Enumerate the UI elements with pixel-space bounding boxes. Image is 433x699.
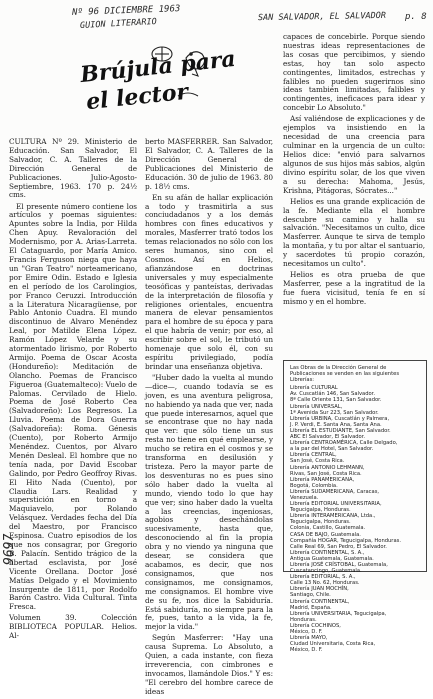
review-helios-paragraph-1: En su afán de hallar explicación a todo y trasmitirla a sus conciudadanos y a los demás hombres con fines educativos y morales, Masferrer trató todos los temas relacionados no sólo con los seres humanos, sino con el Cosmos. Así en Helios, afianzándose en doctrinas universales y muy especialmente teosóficas y panteístas, derivadas de la interpretación de filosofía y religiones orientales, encuentra manera de elevar pensamientos para el hombre de su época y para el que habría de venir; por eso, al escribir sobre el sol, le tributó un homenaje que solo él, con su espíritu privilegiado, podía brindar una enseñanza objetiva. bbox=[145, 192, 273, 371]
bookstore-list-item: 8ª Calle Oriente 131, San Salvador. bbox=[290, 397, 382, 404]
bookstore-list-item: Librería EDITORIAL, S. A., bbox=[290, 574, 356, 581]
bookstore-list-item: Ciudad Universitaria, Costa Rica, bbox=[290, 641, 376, 648]
review-helios-paragraph-3: capaces de concebirle. Porque siendo nuestras ideas representaciones de las cosas que percibimos, y siendo estas, hoy tan solo aspecto contingentes, limitados, estrechas y falibles no pueden sugerirnos sino ideas también limitadas, falibles y contingentes, ineficaces para idear y concebir Lo Absoluto." bbox=[283, 32, 425, 113]
review-helios-citation-start: Volumen 39. Colección BIBLIOTECA POPULAR. Helios. Al- bbox=[9, 613, 137, 641]
bookstore-list-item: Cuscatancingo, Guatemala. bbox=[290, 568, 362, 575]
bookstore-list-item: Librería EDITORIAL UNIVERSITARIA, bbox=[290, 501, 382, 508]
bookstore-list-item: Colonia, Castillo, Guatemala. bbox=[290, 525, 366, 532]
bookstore-list-item: CASA DE BAJO, Guatemala. bbox=[290, 531, 361, 538]
bookstores-items bbox=[290, 385, 422, 653]
bookstore-list-item: Venezuela. bbox=[290, 494, 319, 501]
bookstore-list-item: Santiago, Chile. bbox=[290, 592, 331, 599]
bookstore-list-item: Madrid, España. bbox=[290, 604, 332, 611]
bookstore-list-item: Librería JUAN MOCHÍN, bbox=[290, 586, 349, 593]
column-title-block bbox=[70, 36, 237, 124]
bookstore-list-item: Librería CENTRAL, bbox=[290, 452, 337, 459]
handwritten-page-note: p. 8 bbox=[405, 12, 427, 22]
bookstore-list-item: Calle Real 69, San Pedro, El Salvador. bbox=[290, 543, 387, 550]
bookstore-list-item: Antigua Guatemala, Guatemala. bbox=[290, 555, 374, 562]
review-helios-quote: "Huber dado la vuelta al mundo —dice—, cuando todavía se es joven, es una aventura peligrosa, no habiendo ya nada que ver, nada que puede interesarnos, aquel que se encontrase que no hay nada que ver: que sólo tiene un sus resta no tiene en qué emplearse, y mucho se retira en el cosmos y se transforma en desilusión y tristeza. Pero la mayor parte de los desventuras no es pues sino sólo haber dado la vuelta al mundo, viendo todo lo que hay que ver; sino haber dado la vuelta a las creencias, ingeniosas, agobios y desechándolas sucesivamente, hasta que, desconociendo al fin la propia obra y no viendo ya ninguna que desear, se considera que acabamos, es decir, que nos consignamos, que nos consignamos, me consignamos, me consignamos. El hombre vive de su fe, nos dice la Sabiduría. Está sabiduría, no siempre para la fe, pues, tanto a la vida, la fe, mejor la vida." bbox=[145, 372, 273, 632]
bookstore-list-item: Librería PANAMERICANA, bbox=[290, 476, 355, 483]
bookstore-list-item: Compañía HOGAR, Tegucigalpa, Honduras. bbox=[290, 537, 401, 544]
bookstore-list-item: Librería COCHINOS, bbox=[290, 622, 341, 629]
bookstore-list-item: Av. Cuscatlán 146, San Salvador. bbox=[290, 391, 375, 398]
bookstore-list-item: Librería ANTONIO LEHMANN, bbox=[290, 464, 365, 471]
bookstore-list-item: ABC El Salvador, El Salvador. bbox=[290, 434, 366, 441]
handwritten-issue-note: Nº 96 DICIEMBRE 1963 bbox=[71, 4, 181, 18]
bookstores-list bbox=[290, 365, 422, 653]
column-middle bbox=[145, 138, 273, 699]
handwritten-city-note: SAN SALVADOR, EL SALVADOR bbox=[257, 10, 387, 24]
bookstore-list-item: Honduras. bbox=[290, 616, 317, 623]
handwritten-margin-number: 9697 bbox=[2, 533, 17, 565]
column-title-line2: el lector bbox=[84, 78, 190, 116]
bookstores-heading: Las Obras de la Dirección General de Publicaciones se venden en las siguientes Librerías: bbox=[290, 365, 400, 384]
bookstore-list-item: Librería UNIVERSAL, bbox=[290, 403, 343, 410]
bookstore-list-item: Librería CONTINENTAL, bbox=[290, 598, 350, 605]
bookstore-list-item: San José, Costa Rica. bbox=[290, 458, 345, 465]
column-title-line1: Brújula para bbox=[79, 45, 237, 89]
bookstore-list-item: Rivas, San José, Costa Rica. bbox=[290, 470, 362, 477]
review-helios-paragraph-6: Helios es otra prueba de que Masferrer, pese a la ingratitud de la fue fuera vicisitud, tenía fe en sí mismo y en el hombre. bbox=[283, 270, 425, 306]
bookstores-box bbox=[283, 360, 427, 654]
bookstore-list-item: Librería UNIVERSITARIA, Tegucigalpa, bbox=[290, 610, 387, 617]
bookstore-list-item: Librería CONTINENTAL, S. A., bbox=[290, 549, 365, 556]
bookstore-list-item: Librería INTERAMERICANA, Ltda., bbox=[290, 513, 376, 520]
review-cultura-citation: CULTURA Nº 29. Ministerio de Educación. San Salvador, El Salvador, C. A. Talleres de la Dirección General de Publicaciones. Julio-Agosto-Septiembre, 1963. 170 p. 24½ cms. bbox=[9, 137, 137, 200]
bookstore-list-item: Bogotá, Colombia. bbox=[290, 482, 338, 489]
bookstore-list-item: Librería CENTROAMÉRICA, Calle Delgado, bbox=[290, 440, 398, 447]
bookstore-list-item: Librería CULTURAL bbox=[290, 385, 338, 392]
bookstore-list-item: Tegucigalpa, Honduras. bbox=[290, 507, 351, 514]
review-cultura-body: El presente número contiene los artículos y poemas siguientes: Apuntes sobre la India, por Hilda Chen Apuy. Revaloración del Modernismo, por A. Arias-Larreta. El Cataguardo, por María Amico. Francis Ferguson niega que haya un "Gran Teatro" norteamericano, por Emire Odin. Estado e Iglesia en el período de los Carolingios, por Franco Ceruzzi. Introducción a la Literatura Nicaragüense, por Pablo Antonio Cuadra. El mundo discontinuo de Alvaro Menéndez Leal, por Matilde Elena López. Ramón López Velarde y su atormentado lirismo, por Roberto Armijo. Poema de Oscar Acosta (Hondureño): Meditación de Olancho. Poemas de Francisco Figueroa (Guatemalteco): Vuelo de Palomas. Cervilado de Hielo. Poema de José Roberto Cea (Salvadoreño): Los Regresos. La Lluvia. Poema de Dora Guerra (Salvadoreña): Roma. Génesis (Cuento), por Roberto Armijo Menéndez. Cuentos, por Alvaro Menén Desleal. El hombre que no tenía nada, por David Escobar Galindo, por Pedro Geoffroy Rivas. El Hito Nada (Cuento), por Claudia Lars. Realidad y superstición en torno a Maquiavelo, por Rolando Velásquez. Verdades fecha del Día del Maestro, por Francisco Espinosa. Cuatro episodios de los que nos consagrar, por Gregorio B. Palacín. Sentido trágico de la libertad esclavista, por José Vicente Orellana. Doctor José Matías Delgado y el Movimiento Insurgente de 1811, por Rodolfo Barón Castro. Vida Cultural. Tinta Fresca. bbox=[9, 201, 137, 612]
column-left bbox=[9, 138, 137, 643]
bookstore-list-item: a la par del Hotel, San Salvador. bbox=[290, 446, 374, 453]
bookstore-list-item: Calle 13 No. 62, Honduras. bbox=[290, 580, 360, 587]
bookstore-list-item: Librería EL ESTUDIANTE, San Salvador. bbox=[290, 427, 391, 434]
bookstore-list-item: Librería URBINA, Cuscatlán y Palmera, bbox=[290, 415, 390, 422]
bookstore-list-item: México, D. F. bbox=[290, 629, 323, 636]
bookstore-list-item: Tegucigalpa, Honduras. bbox=[290, 519, 351, 526]
bookstore-list-item: J. P. Verdi, E. Santa Ana, Santa Ana. bbox=[290, 421, 382, 428]
review-helios-paragraph-5: Helios es una grande explicación de la fe. Mediante ella el hombre descubre su camino y halla su salvación. "Necesitamos un culto, dice Masferrer. Aunque te sirva de templo la montaña, y tu por altar el santuario, y sacerdotes tú propio corazón, necesitamos un culto". bbox=[283, 196, 425, 269]
review-helios-paragraph-4: Así valiéndose de explicaciones y de ejemplos va insistiendo en la necesidad de una creencia para culminar en la urgencia de un culto: Helios dice: "envió para salvarnos algunos de sus hijos más sabios, algún divino espíritu solar, de los que viven a su derecha: Mahoma, Jesús, Krishna, Pitágoras, Sócrates..." bbox=[283, 114, 425, 195]
bookstore-list-item: México, D. F. bbox=[290, 647, 323, 654]
bookstore-list-item: Librería MAYO, bbox=[290, 635, 328, 642]
bookstore-list-item: 1ª Avenida Sur 223, San Salvador. bbox=[290, 409, 379, 416]
column-right bbox=[283, 33, 425, 309]
review-helios-paragraph-2: Según Masferrer: "Hay una causa Suprema. Lo Absoluto, a Quien, a cada instante, con fieza irreverencia, con cimbrones e invocamos, llamándole Dios." Y es: "El cerebro del hombre carece de ideas bbox=[145, 633, 273, 696]
handwritten-section-note: GUION LITERARIO bbox=[79, 16, 157, 32]
bookstore-list-item: Librería JOSÉ CRÍSTOBAL, Guatemala, bbox=[290, 562, 388, 568]
bookstore-list-item: Librería SUDAMERICANA, Caracas, bbox=[290, 488, 380, 495]
review-helios-citation-end: berto MASFERRER. San Salvador, El Salvador, C. A. Talleres de la Dirección General de Publicaciones del Ministerio de Educación. 30 de julio de 1963. 80 p. 18½ cms. bbox=[145, 137, 273, 191]
